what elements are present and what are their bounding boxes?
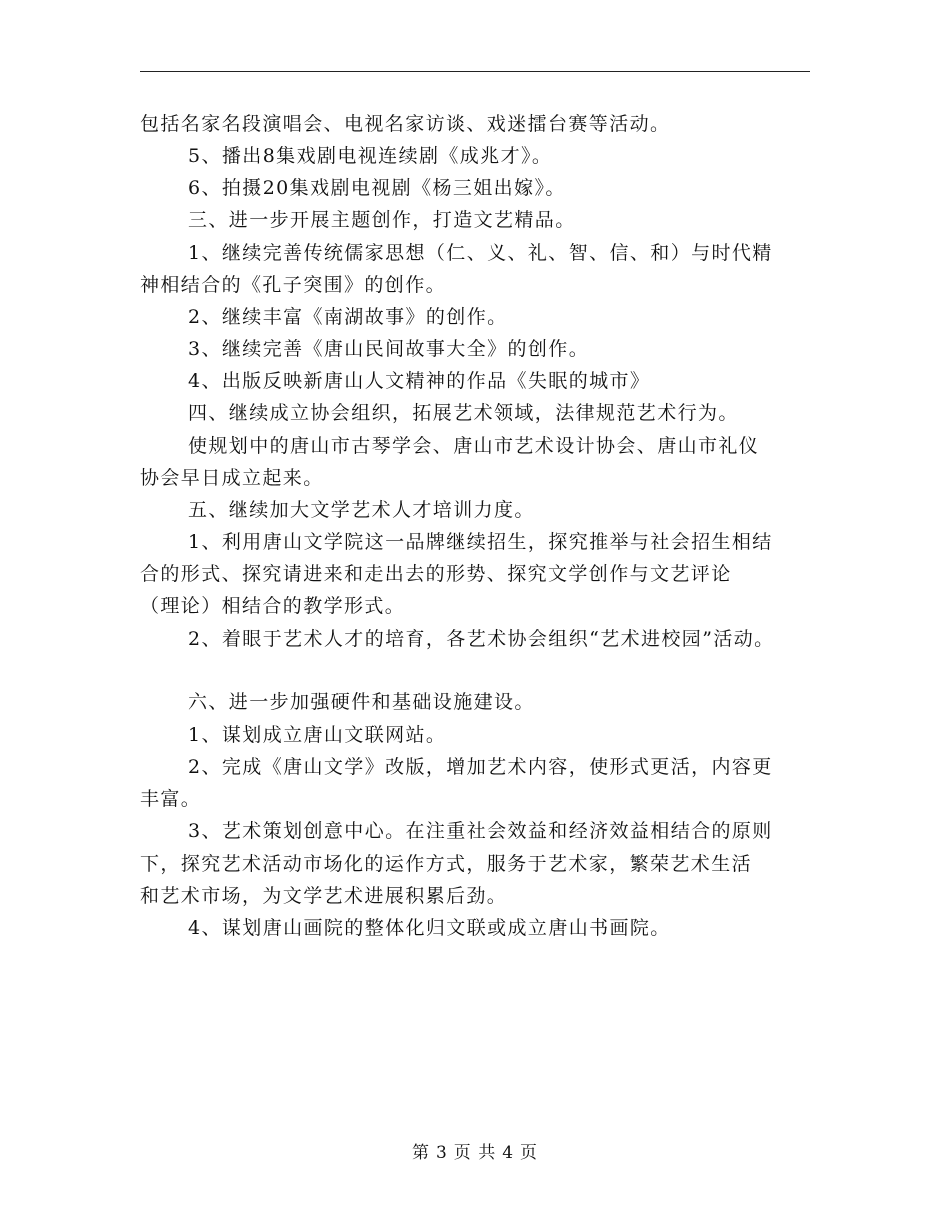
text-line: 2、继续丰富《南湖故事》的创作。 [188,306,508,328]
text-line: 3、继续完善《唐山民间故事大全》的创作。 [188,338,590,360]
text-line: 2、完成《唐山文学》改版，增加艺术内容，使形式更活，内容更 [188,756,773,778]
text-line: 6、拍摄20集戏剧电视剧《杨三姐出嫁》。 [188,177,566,199]
text-line: （理论）相结合的教学形式。 [140,595,406,617]
text-line: 合的形式、探究请进来和走出去的形势、探究文学创作与文艺评论 [140,563,732,585]
footer-current-page: 3 [435,1143,448,1163]
text-line: 5、播出8集戏剧电视连续剧《成兆才》。 [188,145,553,167]
footer-middle: 页 共 [453,1143,497,1163]
text-line: 1、利用唐山文学院这一品牌继续招生，探究推举与社会招生相结 [188,531,773,553]
footer-prefix: 第 [411,1143,430,1163]
text-line: 1、继续完善传统儒家思想（仁、义、礼、智、信、和）与时代精 [188,242,773,264]
footer-total-pages: 4 [502,1143,515,1163]
footer-suffix: 页 [520,1143,539,1163]
page-footer [0,1142,950,1164]
text-line: 4、出版反映新唐山人文精神的作品《失眠的城市》 [188,370,651,392]
text-line: 丰富。 [140,788,202,810]
text-line: 和艺术市场，为文学艺术进展积累后劲。 [140,885,508,907]
header-rule [140,71,810,72]
text-line: 神相结合的《孔子突围》的创作。 [140,274,447,296]
text-line: 3、艺术策划创意中心。在注重社会效益和经济效益相结合的原则 [188,820,773,842]
text-line: 三、进一步开展主题创作，打造文艺精品。 [188,209,576,231]
text-line: 使规划中的唐山市古琴学会、唐山市艺术设计协会、唐山市礼仪 [188,435,760,457]
text-line: 协会早日成立起来。 [140,467,324,489]
text-line: 六、进一步加强硬件和基础设施建设。 [188,691,535,713]
text-line: 五、继续加大文学艺术人才培训力度。 [188,499,535,521]
text-line: 下，探究艺术活动市场化的运作方式，服务于艺术家，繁荣艺术生活 [140,853,753,875]
text-line: 1、谋划成立唐山文联网站。 [188,724,447,746]
text-line: 2、着眼于艺术人才的培育，各艺术协会组织“艺术进校园”活动。 [188,628,775,650]
text-line: 四、继续成立协会组织，拓展艺术领域，法律规范艺术行为。 [188,402,739,424]
text-line: 包括名家名段演唱会、电视名家访谈、戏迷擂台赛等活动。 [140,113,671,135]
text-line: 4、谋划唐山画院的整体化归文联或成立唐山书画院。 [188,917,671,939]
